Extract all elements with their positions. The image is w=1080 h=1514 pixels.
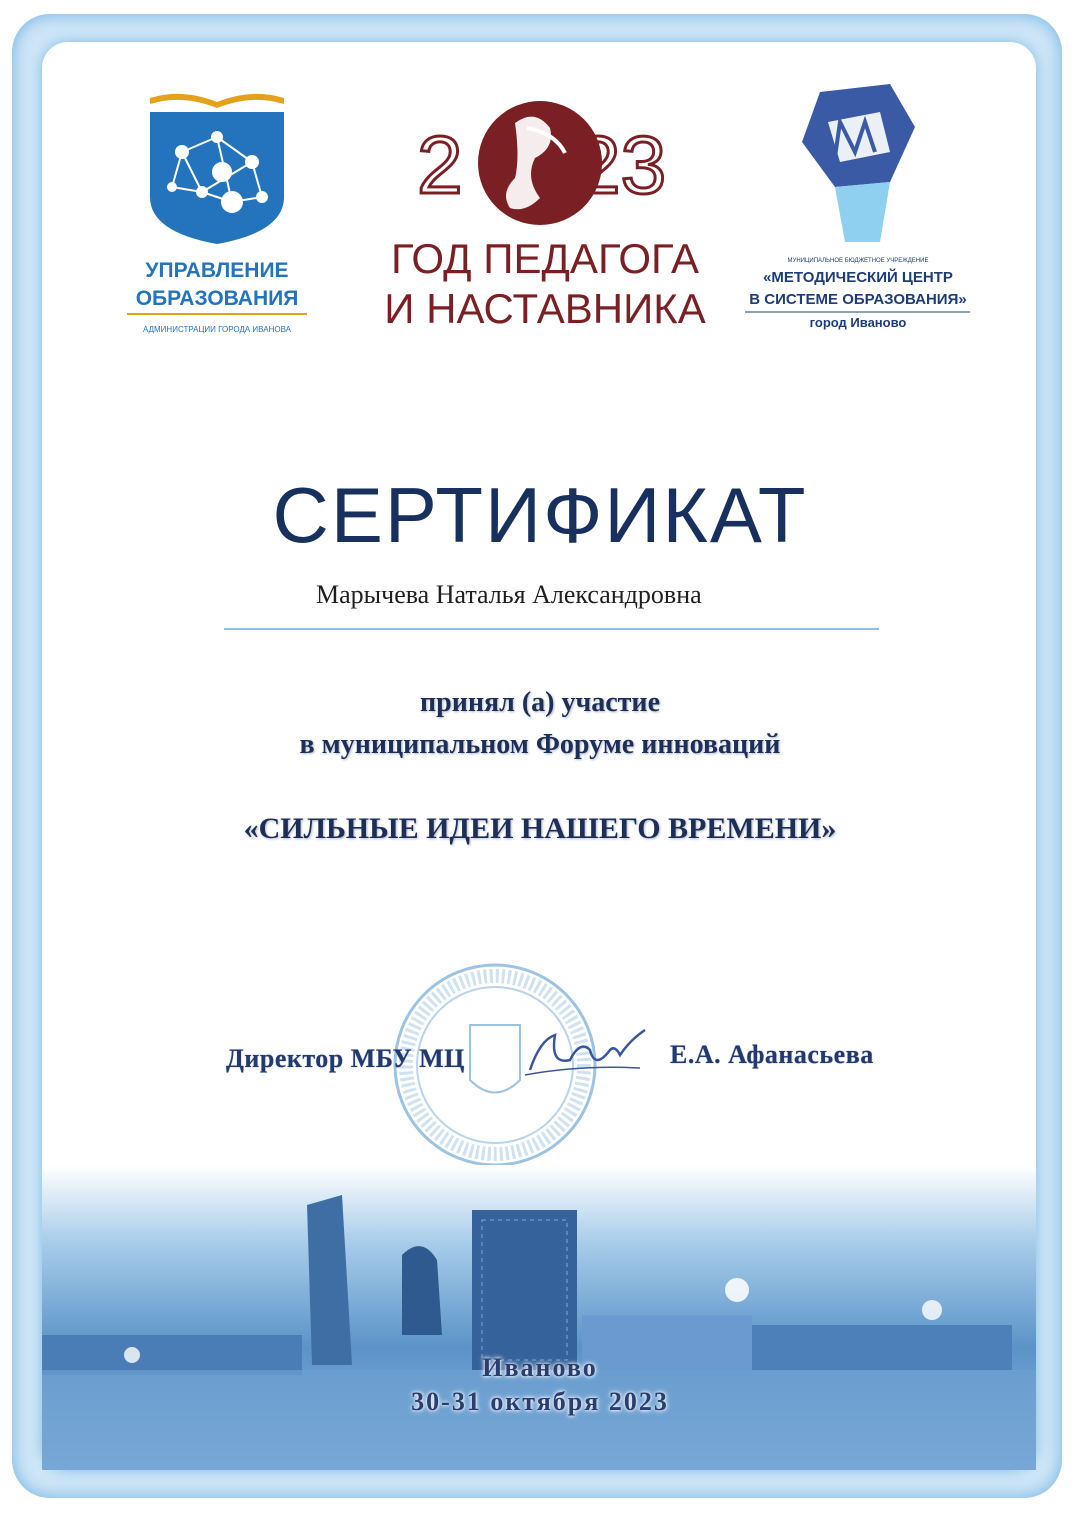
footer-date: 30-31 октября 2023 (411, 1387, 669, 1416)
name-underline (224, 628, 879, 630)
center-logo-line1: ГОД ПЕДАГОГА (391, 235, 699, 282)
right-logo-line3: город Иваново (809, 315, 907, 330)
signer-position: Директор МБУ МЦ (226, 1044, 465, 1073)
methodical-center-logo (740, 82, 975, 332)
event-name: «СИЛЬНЫЕ ИДЕИ НАШЕГО ВРЕМЕНИ» (243, 812, 837, 845)
right-logo-small: МУНИЦИПАЛЬНОЕ БЮДЖЕТНОЕ УЧРЕЖДЕНИЕ (787, 258, 929, 264)
education-department-logo (122, 92, 312, 342)
handwritten-signature (520, 1020, 660, 1090)
coat-of-arms-icon (470, 1025, 520, 1093)
year-digits-right: 23 (575, 120, 667, 211)
left-logo-line1: УПРАВЛЕНИЕ (145, 259, 289, 282)
left-logo-line2: ОБРАЗОВАНИЯ (135, 287, 299, 310)
year-digit-left: 2 (417, 120, 463, 211)
right-logo-line2: В СИСТЕМЕ ОБРАЗОВАНИЯ» (749, 291, 967, 308)
left-logo-line3: АДМИНИСТРАЦИИ ГОРОДА ИВАНОВА (143, 325, 291, 334)
recipient-name: Марычева Наталья Александровна (316, 580, 702, 609)
year-of-teacher-logo (384, 98, 706, 338)
city-night-illustration (42, 1165, 1036, 1470)
certificate-title: СЕРТИФИКАТ (272, 471, 808, 559)
signer-name: Е.А. Афанасьева (670, 1040, 874, 1069)
footer-city: Иваново (482, 1353, 598, 1382)
center-logo-line2: И НАСТАВНИКА (384, 285, 706, 332)
participation-line: принял (а) участие (419, 687, 660, 718)
right-logo-line1: «МЕТОДИЧЕСКИЙ ЦЕНТР (763, 269, 953, 286)
forum-line: в муниципальном Форуме инноваций (299, 729, 781, 760)
